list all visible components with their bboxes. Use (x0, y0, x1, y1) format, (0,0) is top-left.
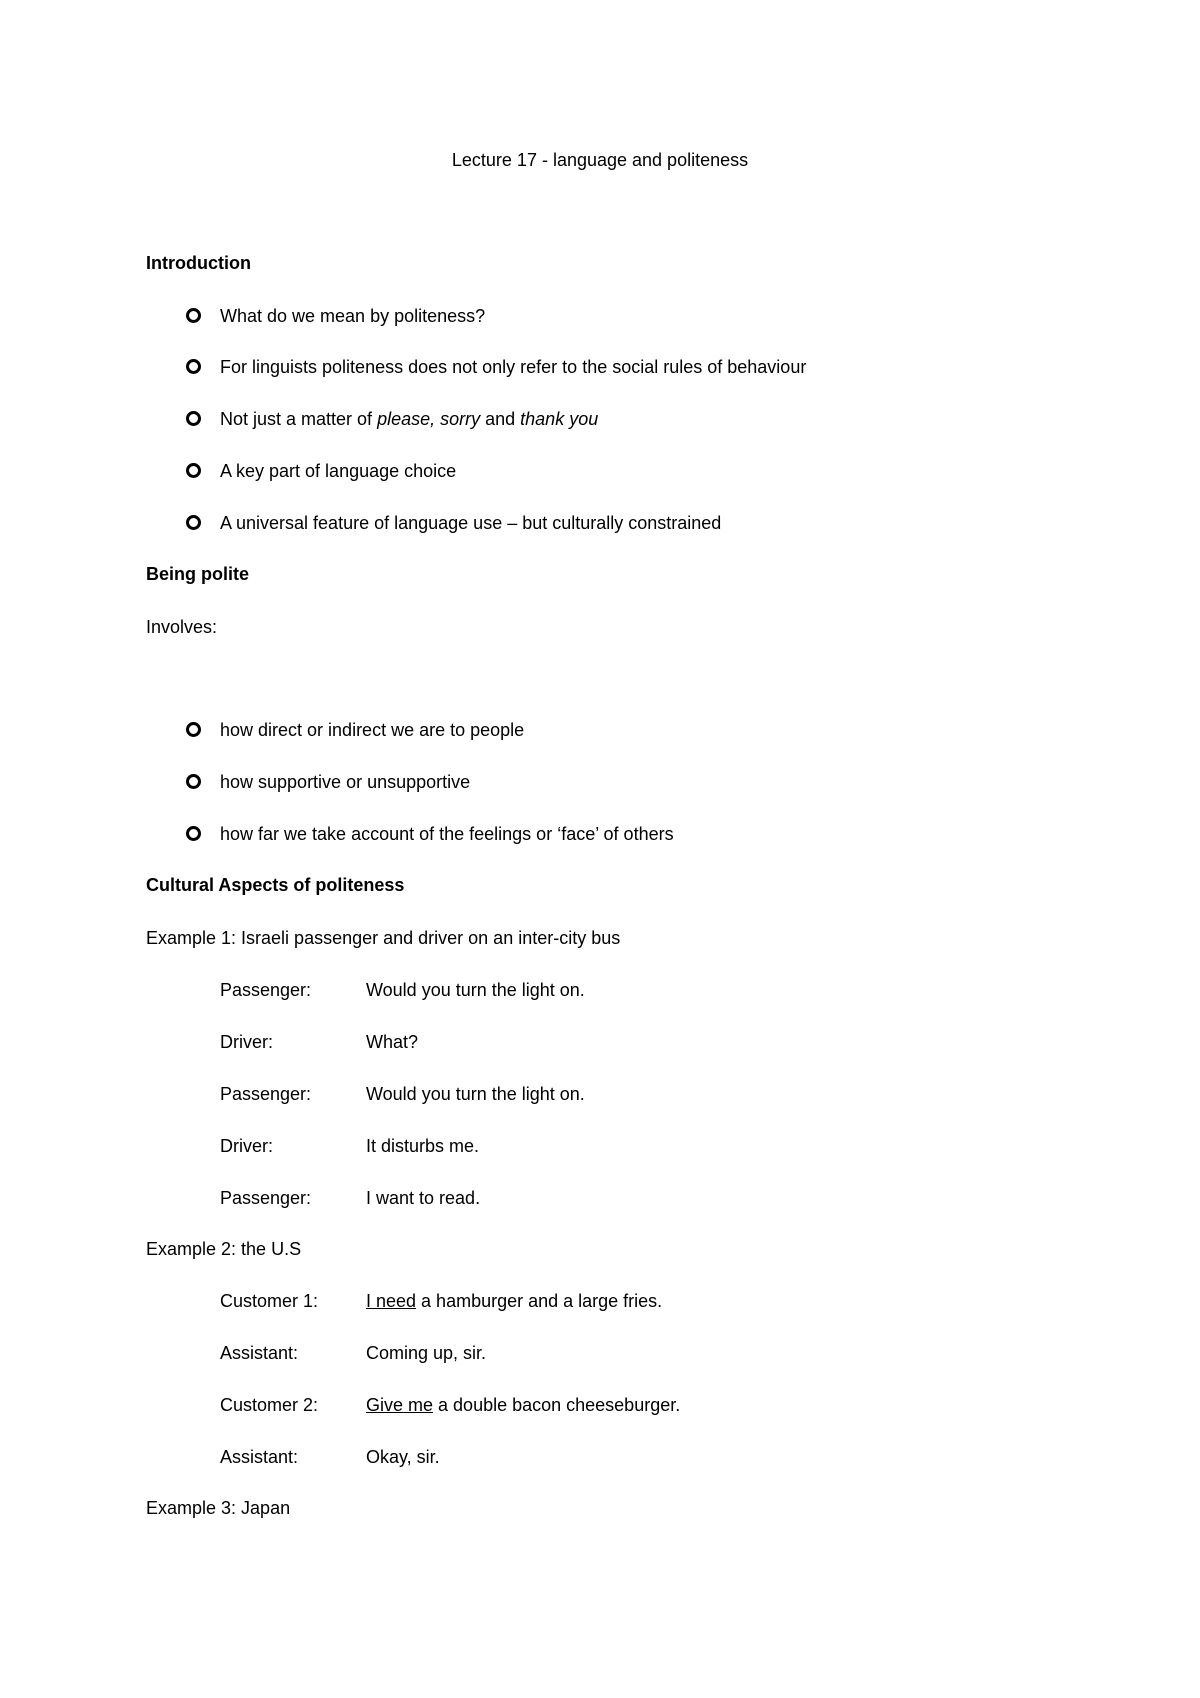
bullet-circle-icon (186, 411, 201, 426)
bullet-circle-icon (186, 308, 201, 323)
list-item: For linguists politeness does not only refer to the social rules of behaviour (220, 357, 807, 377)
involves-label: Involves: (146, 617, 218, 637)
section-heading-being-polite: Being polite (146, 564, 249, 584)
example-2-label: Example 2: the U.S (146, 1239, 302, 1259)
utterance-rest: a double bacon cheeseburger. (433, 1395, 681, 1415)
list-item: how supportive or unsupportive (220, 772, 471, 792)
dialogue-utterance: It disturbs me. (366, 1136, 480, 1156)
dialogue-speaker: Customer 1: (220, 1291, 319, 1311)
dialogue-speaker: Passenger: (220, 980, 312, 1000)
dialogue-utterance: Okay, sir. (366, 1447, 440, 1467)
bullet-text-pre: Not just a matter of (220, 409, 378, 429)
underlined-phrase: I need (366, 1291, 417, 1311)
list-item: A key part of language choice (220, 461, 457, 481)
example-3-label: Example 3: Japan (146, 1498, 291, 1518)
dialogue-speaker: Assistant: (220, 1343, 299, 1363)
bullet-text-mid: and (480, 409, 521, 429)
utterance-rest: a hamburger and a large fries. (416, 1291, 663, 1311)
dialogue-speaker: Passenger: (220, 1084, 312, 1104)
dialogue-utterance: I want to read. (366, 1188, 481, 1208)
dialogue-speaker: Customer 2: (220, 1395, 319, 1415)
section-heading-cultural-aspects: Cultural Aspects of politeness (146, 875, 405, 895)
bullet-circle-icon (186, 359, 201, 374)
list-item: A universal feature of language use – but culturally constrained (220, 513, 722, 533)
dialogue-utterance: Would you turn the light on. (366, 980, 585, 1000)
dialogue-utterance: Would you turn the light on. (366, 1084, 585, 1104)
underlined-phrase: Give me (366, 1395, 434, 1415)
bullet-circle-icon (186, 826, 201, 841)
dialogue-utterance (366, 1394, 680, 1416)
bullet-circle-icon (186, 463, 201, 478)
bullet-text-italic-2: thank you (520, 409, 599, 429)
dialogue-speaker: Driver: (220, 1136, 273, 1156)
bullet-circle-icon (186, 515, 201, 530)
page-title: Lecture 17 - language and politeness (451, 150, 749, 170)
dialogue-speaker: Passenger: (220, 1188, 312, 1208)
dialogue-utterance: What? (366, 1032, 419, 1052)
list-item (220, 408, 598, 430)
bullet-circle-icon (186, 774, 201, 789)
list-item: how far we take account of the feelings or ‘face’ of others (220, 824, 674, 844)
dialogue-speaker: Assistant: (220, 1447, 299, 1467)
bullet-circle-icon (186, 722, 201, 737)
section-heading-introduction: Introduction (146, 253, 251, 273)
dialogue-utterance: Coming up, sir. (366, 1343, 487, 1363)
dialogue-speaker: Driver: (220, 1032, 273, 1052)
list-item: What do we mean by politeness? (220, 306, 486, 326)
list-item: how direct or indirect we are to people (220, 720, 525, 740)
dialogue-utterance (366, 1290, 662, 1312)
bullet-text-italic-1: please, sorry (377, 409, 481, 429)
example-1-label: Example 1: Israeli passenger and driver on an inter-city bus (146, 928, 621, 948)
